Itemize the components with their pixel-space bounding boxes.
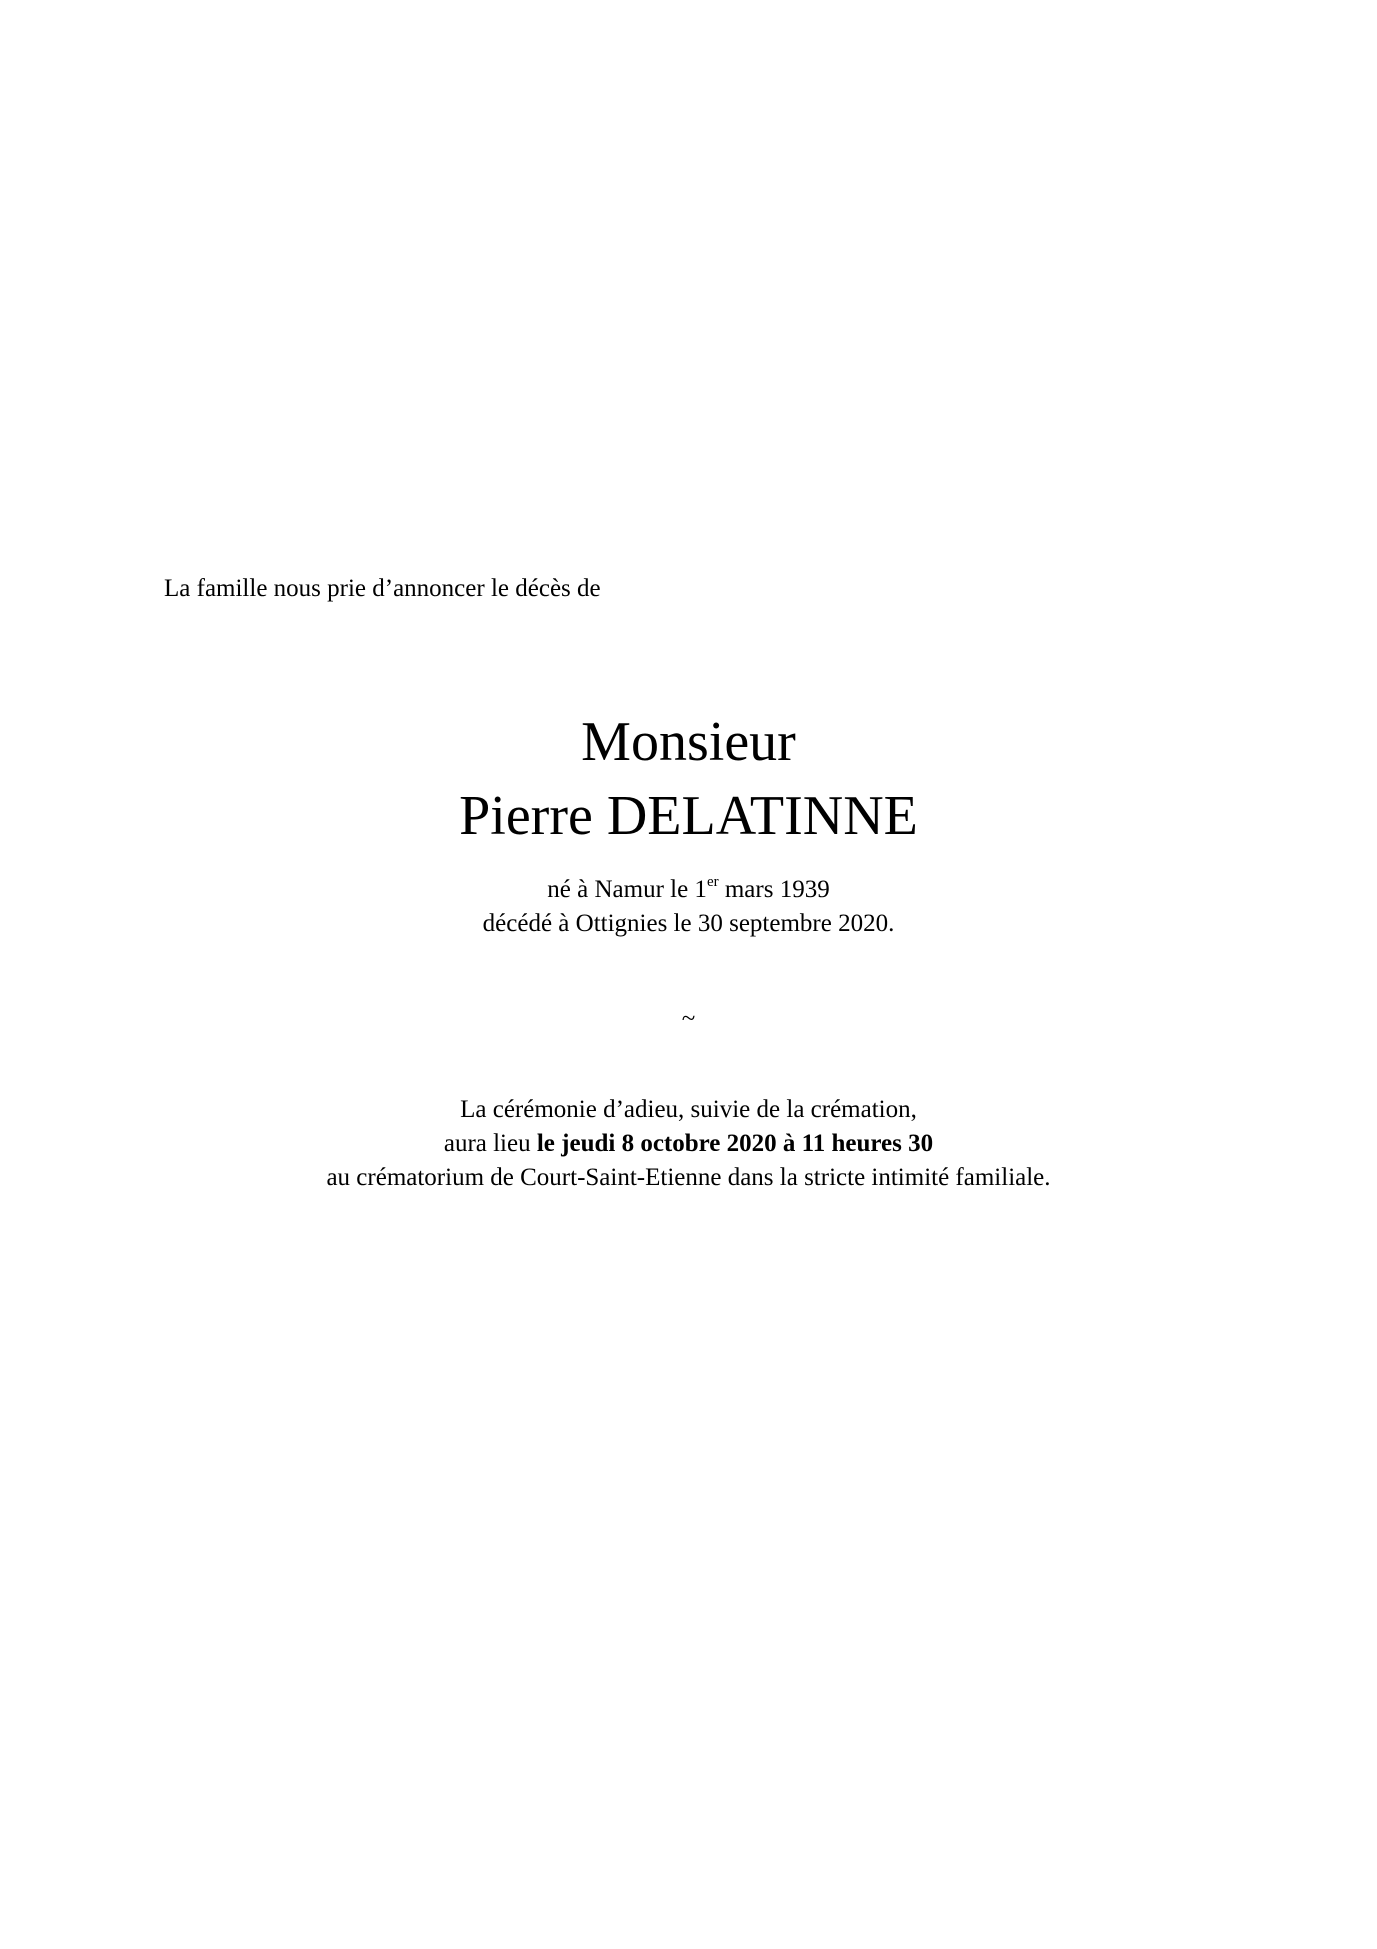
deceased-name: Pierre DELATINNE [459,785,918,847]
ceremony-line-2-prefix: aura lieu [443,1130,537,1157]
ceremony-line-1: La cérémonie d’adieu, suivie de la crémation, [460,1096,917,1123]
birth-superscript: er [706,873,719,890]
deceased-name-block [0,705,1377,853]
death-line: décédé à Ottignies le 30 septembre 2020. [482,910,895,937]
ceremony-date-time: le jeudi 8 octobre 2020 à 11 heures 30 [536,1130,934,1157]
intro-text: La famille nous prie d’annoncer le décès de [164,575,601,602]
birth-suffix: mars 1939 [718,876,830,903]
separator-tilde: ~ [681,1005,696,1032]
ceremony-line-3: au crématorium de Court-Saint-Etienne dans la stricte intimité familiale. [326,1164,1051,1191]
life-dates [0,873,1377,941]
birth-prefix: né à Namur le 1 [547,876,707,903]
birth-line [0,873,1377,907]
ceremony-line-2 [0,1127,1377,1161]
ceremony-info [0,1093,1377,1195]
deceased-title: Monsieur [581,711,796,773]
